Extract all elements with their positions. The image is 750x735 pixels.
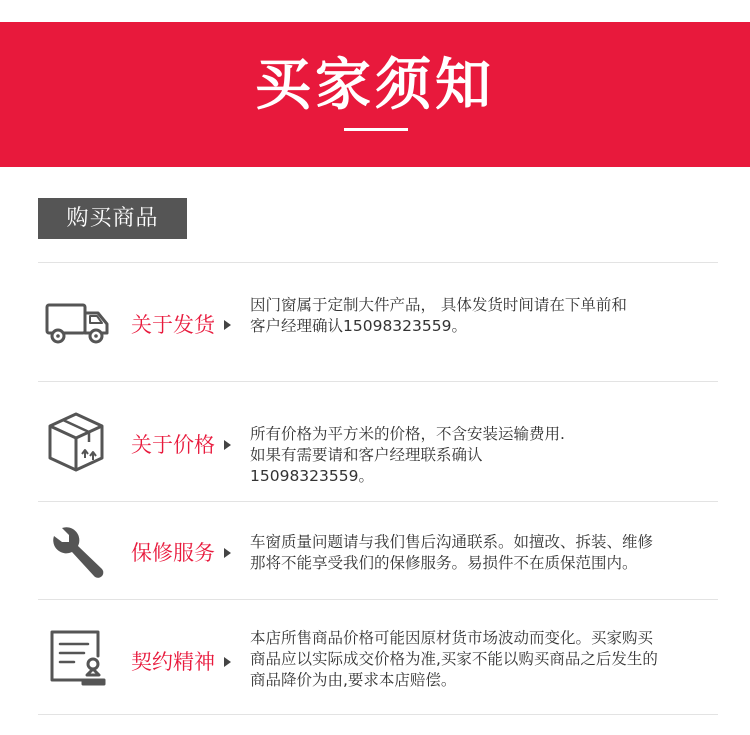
- description-line: 如果有需要请和客户经理联系确认: [250, 446, 483, 464]
- notice-description: [250, 295, 720, 337]
- description-line: 所有价格为平方米的价格，不含安装运输费用.: [250, 425, 565, 443]
- notice-row-warranty: [0, 502, 750, 599]
- description-line: 商品降价为由,要求本店赔偿。: [250, 671, 457, 689]
- truck-icon: [44, 291, 112, 347]
- contract-stamp-icon: [48, 628, 108, 688]
- description-line: 车窗质量问题请与我们售后沟通联系。如擅改、拆装、维修: [250, 533, 654, 551]
- notice-label: 保修服务: [131, 541, 215, 565]
- section-tag: 购买商品: [38, 198, 187, 239]
- divider: [38, 714, 718, 715]
- notice-row-contract: [0, 600, 750, 714]
- package-box-icon: [46, 410, 106, 474]
- notice-description: [250, 424, 720, 487]
- notice-label: 契约精神: [131, 650, 215, 674]
- notice-row-price: [0, 382, 750, 501]
- description-line: 客户经理确认15098323559。: [250, 317, 467, 335]
- notice-description: [250, 532, 720, 574]
- description-line: 本店所售商品价格可能因原材货市场波动而变化。买家购买: [250, 629, 654, 647]
- arrow-right-icon: [224, 320, 231, 330]
- notice-label: 关于发货: [131, 313, 215, 337]
- notice-description: [250, 628, 720, 691]
- description-line: 商品应以实际成交价格为准,买家不能以购买商品之后发生的: [250, 650, 658, 668]
- description-line: 那将不能享受我们的保修服务。易损件不在质保范围内。: [250, 554, 638, 572]
- title-underline: [344, 128, 408, 131]
- page-title: 买家须知: [255, 52, 495, 118]
- arrow-right-icon: [224, 548, 231, 558]
- notice-label: 关于价格: [131, 433, 215, 457]
- wrench-icon: [48, 522, 106, 580]
- header-banner: [0, 22, 750, 167]
- description-line: 因门窗属于定制大件产品， 具体发货时间请在下单前和: [250, 296, 627, 314]
- description-line: 15098323559。: [250, 467, 374, 485]
- notice-row-shipping: [0, 263, 750, 381]
- arrow-right-icon: [224, 657, 231, 667]
- arrow-right-icon: [224, 440, 231, 450]
